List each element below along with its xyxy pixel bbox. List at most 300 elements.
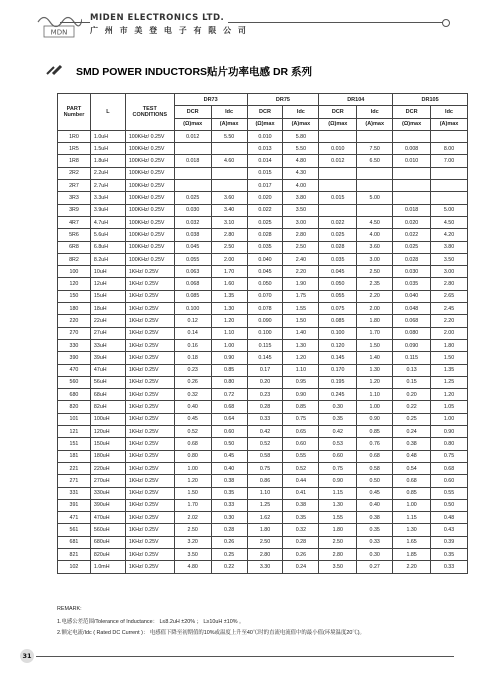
cell-dr75-dcr: 0.045 [247, 266, 283, 278]
cell-dr105-dcr: 0.018 [393, 204, 431, 216]
cell-inductance: 12uH [90, 278, 125, 290]
cell-part-number: 4R7 [58, 216, 91, 228]
cell-test-condition: 100KHz/ 0.25V [125, 253, 174, 265]
cell-dr75-idc: 3.50 [283, 204, 319, 216]
cell-test-condition: 100KHz/ 0.25V [125, 241, 174, 253]
cell-dr73-idc: 0.85 [211, 364, 247, 376]
cell-dr75-dcr: 0.75 [247, 462, 283, 474]
cell-test-condition: 1KHz/ 0.25V [125, 450, 174, 462]
cell-dr73-dcr: 1.50 [174, 487, 211, 499]
cell-dr73-idc: 0.90 [211, 352, 247, 364]
cell-dr105-idc: 5.00 [431, 204, 468, 216]
header-dot [442, 19, 450, 27]
cell-part-number: 821 [58, 548, 91, 560]
cell-dr105-dcr: 0.080 [393, 327, 431, 339]
page-number: 31 [20, 649, 34, 663]
cell-dr75-idc: 1.90 [283, 278, 319, 290]
cell-dr75-idc: 2.20 [283, 266, 319, 278]
cell-dr73-idc [211, 143, 247, 155]
cell-dr73-dcr: 0.16 [174, 339, 211, 351]
cell-dr105-idc: 0.60 [431, 475, 468, 487]
col-dcr: DCR [247, 106, 283, 118]
cell-inductance: 27uH [90, 327, 125, 339]
cell-dr104-dcr: 0.75 [319, 462, 357, 474]
cell-dr104-idc: 1.70 [357, 327, 393, 339]
cell-part-number: 3R3 [58, 192, 91, 204]
col-idc: Idc [211, 106, 247, 118]
cell-part-number: 101 [58, 413, 91, 425]
cell-inductance: 470uH [90, 512, 125, 524]
cell-dr104-idc: 1.10 [357, 389, 393, 401]
cell-dr105-dcr: 0.115 [393, 352, 431, 364]
unit-dcr: (Ω)max [393, 118, 431, 130]
cell-dr104-dcr: 0.012 [319, 155, 357, 167]
cell-dr75-idc: 2.50 [283, 241, 319, 253]
cell-dr105-idc: 0.75 [431, 450, 468, 462]
cell-dr104-idc: 0.76 [357, 438, 393, 450]
cell-dr75-dcr: 0.050 [247, 278, 283, 290]
table-row [58, 241, 468, 253]
table-row [58, 130, 468, 142]
remark-heading: REMARK: [57, 606, 82, 612]
cell-dr104-idc: 0.38 [357, 512, 393, 524]
cell-dr75-dcr: 0.040 [247, 253, 283, 265]
cell-dr75-idc: 0.35 [283, 512, 319, 524]
cell-dr73-dcr: 0.40 [174, 401, 211, 413]
cell-dr73-idc: 4.60 [211, 155, 247, 167]
cell-dr105-dcr: 0.010 [393, 155, 431, 167]
cell-dr105-dcr: 0.22 [393, 401, 431, 413]
cell-dr104-idc: 1.50 [357, 339, 393, 351]
cell-dr105-idc: 0.43 [431, 524, 468, 536]
cell-test-condition: 1KHz/ 0.25V [125, 315, 174, 327]
cell-part-number: 331 [58, 487, 91, 499]
cell-dr73-idc: 0.26 [211, 536, 247, 548]
cell-test-condition: 1KHz/ 0.25V [125, 339, 174, 351]
cell-inductance: 330uH [90, 487, 125, 499]
cell-dr75-dcr: 0.145 [247, 352, 283, 364]
cell-test-condition: 1KHz/ 0.25V [125, 548, 174, 560]
pen-stroke-icon [45, 64, 65, 76]
cell-part-number: 1R5 [58, 143, 91, 155]
cell-test-condition: 1KHz/ 0.25V [125, 278, 174, 290]
cell-part-number: 180 [58, 303, 91, 315]
cell-test-condition: 100KHz/ 0.25V [125, 180, 174, 192]
cell-dr75-dcr: 0.017 [247, 180, 283, 192]
cell-dr105-idc: 4.20 [431, 229, 468, 241]
cell-dr104-dcr: 2.80 [319, 548, 357, 560]
cell-dr73-dcr: 2.02 [174, 512, 211, 524]
cell-dr104-idc: 0.90 [357, 413, 393, 425]
cell-dr105-dcr: 0.068 [393, 315, 431, 327]
cell-inductance: 15uH [90, 290, 125, 302]
cell-dr73-dcr: 0.085 [174, 290, 211, 302]
cell-dr75-dcr: 0.20 [247, 376, 283, 388]
cell-dr104-dcr [319, 204, 357, 216]
cell-dr73-dcr: 0.52 [174, 426, 211, 438]
cell-dr105-idc: 0.80 [431, 438, 468, 450]
cell-dr75-dcr: 2.50 [247, 536, 283, 548]
cell-dr75-dcr: 3.30 [247, 561, 283, 573]
cell-dr73-dcr: 0.18 [174, 352, 211, 364]
cell-test-condition: 1KHz/ 0.25V [125, 561, 174, 573]
cell-dr73-idc: 0.40 [211, 462, 247, 474]
group-dr105: DR105 [393, 94, 468, 106]
cell-dr73-dcr: 0.68 [174, 438, 211, 450]
cell-dr75-idc: 4.80 [283, 155, 319, 167]
cell-part-number: 150 [58, 290, 91, 302]
cell-dr104-dcr: 0.120 [319, 339, 357, 351]
cell-dr104-idc: 0.35 [357, 524, 393, 536]
cell-dr105-idc: 1.00 [431, 413, 468, 425]
cell-dr104-idc: 5.00 [357, 192, 393, 204]
cell-dr104-dcr: 0.050 [319, 278, 357, 290]
cell-test-condition: 1KHz/ 0.25V [125, 364, 174, 376]
cell-dr73-dcr: 2.50 [174, 524, 211, 536]
cell-dr104-dcr: 0.035 [319, 253, 357, 265]
table-row [58, 180, 468, 192]
cell-inductance: 1.0uH [90, 130, 125, 142]
cell-dr104-idc: 0.45 [357, 487, 393, 499]
cell-dr104-idc [357, 130, 393, 142]
cell-dr73-idc: 0.80 [211, 376, 247, 388]
cell-test-condition: 1KHz/ 0.25V [125, 266, 174, 278]
cell-dr75-idc: 5.80 [283, 130, 319, 142]
cell-dr105-dcr: 0.68 [393, 475, 431, 487]
cell-dr73-dcr [174, 180, 211, 192]
cell-dr104-idc: 0.50 [357, 475, 393, 487]
cell-inductance: 270uH [90, 475, 125, 487]
cell-dr75-idc: 0.85 [283, 401, 319, 413]
cell-dr75-dcr: 0.013 [247, 143, 283, 155]
cell-dr75-idc: 3.80 [283, 192, 319, 204]
cell-dr104-idc: 0.85 [357, 426, 393, 438]
cell-dr73-dcr [174, 167, 211, 179]
cell-dr105-idc: 2.20 [431, 315, 468, 327]
col-test-conditions: TEST CONDITIONS [125, 94, 174, 131]
col-inductance: L [90, 94, 125, 131]
cell-dr73-idc: 5.50 [211, 130, 247, 142]
cell-dr75-dcr: 0.52 [247, 438, 283, 450]
cell-dr73-idc: 1.70 [211, 266, 247, 278]
cell-dr105-idc: 1.35 [431, 364, 468, 376]
table-row [58, 487, 468, 499]
cell-dr105-dcr: 0.090 [393, 339, 431, 351]
cell-dr104-dcr: 0.42 [319, 426, 357, 438]
table-row [58, 512, 468, 524]
cell-dr104-dcr: 0.015 [319, 192, 357, 204]
cell-dr104-dcr: 1.80 [319, 524, 357, 536]
cell-dr105-dcr: 0.15 [393, 376, 431, 388]
cell-inductance: 3.9uH [90, 204, 125, 216]
cell-dr104-idc [357, 167, 393, 179]
cell-part-number: 470 [58, 364, 91, 376]
cell-dr104-idc: 0.27 [357, 561, 393, 573]
cell-test-condition: 1KHz/ 0.25V [125, 303, 174, 315]
cell-part-number: 2R7 [58, 180, 91, 192]
table-row [58, 536, 468, 548]
cell-test-condition: 100KHz/ 0.25V [125, 204, 174, 216]
cell-dr105-idc: 1.50 [431, 352, 468, 364]
cell-part-number: 330 [58, 339, 91, 351]
cell-dr73-dcr: 0.063 [174, 266, 211, 278]
cell-dr73-idc: 3.40 [211, 204, 247, 216]
cell-dr105-dcr: 0.48 [393, 450, 431, 462]
cell-dr75-idc: 5.50 [283, 143, 319, 155]
unit-idc: (A)max [211, 118, 247, 130]
cell-dr105-idc: 0.48 [431, 512, 468, 524]
cell-dr75-idc: 0.41 [283, 487, 319, 499]
cell-dr75-dcr: 0.100 [247, 327, 283, 339]
cell-dr73-idc: 1.35 [211, 290, 247, 302]
cell-dr75-idc: 1.50 [283, 315, 319, 327]
cell-dr73-idc: 2.80 [211, 229, 247, 241]
cell-dr73-idc: 0.30 [211, 512, 247, 524]
cell-dr73-dcr: 0.038 [174, 229, 211, 241]
cell-dr104-dcr: 0.010 [319, 143, 357, 155]
cell-dr73-idc [211, 167, 247, 179]
cell-dr104-idc: 2.35 [357, 278, 393, 290]
cell-dr75-idc: 0.95 [283, 376, 319, 388]
cell-dr73-dcr: 0.80 [174, 450, 211, 462]
cell-dr104-idc: 0.58 [357, 462, 393, 474]
cell-dr104-idc: 1.30 [357, 364, 393, 376]
cell-inductance: 6.8uH [90, 241, 125, 253]
table-row [58, 315, 468, 327]
cell-inductance: 680uH [90, 536, 125, 548]
cell-test-condition: 1KHz/ 0.25V [125, 327, 174, 339]
cell-dr75-dcr: 0.33 [247, 413, 283, 425]
cell-dr75-idc: 0.75 [283, 413, 319, 425]
cell-inductance: 2.2uH [90, 167, 125, 179]
cell-dr104-dcr: 0.30 [319, 401, 357, 413]
cell-dr104-idc: 0.33 [357, 536, 393, 548]
cell-dr73-idc: 0.22 [211, 561, 247, 573]
cell-dr73-idc: 2.50 [211, 241, 247, 253]
cell-dr73-idc: 0.60 [211, 426, 247, 438]
cell-dr104-idc: 3.00 [357, 253, 393, 265]
cell-dr104-dcr [319, 130, 357, 142]
cell-part-number: 561 [58, 524, 91, 536]
cell-part-number: 151 [58, 438, 91, 450]
table-row [58, 401, 468, 413]
cell-dr73-dcr: 0.018 [174, 155, 211, 167]
table-row [58, 499, 468, 511]
remark-line-2: 2.额定电流/Idc ( Rated DC Current )： 电感值下降至初期值的10%或温度上升至40℃时的直流电流值中的最小值(环境温度20℃)。 [57, 630, 365, 636]
cell-dr73-dcr: 1.00 [174, 462, 211, 474]
cell-inductance: 82uH [90, 401, 125, 413]
table-row [58, 290, 468, 302]
cell-dr105-dcr: 0.025 [393, 241, 431, 253]
cell-dr73-dcr: 0.055 [174, 253, 211, 265]
cell-part-number: 1R8 [58, 155, 91, 167]
cell-dr73-idc: 0.45 [211, 450, 247, 462]
cell-dr104-dcr: 0.60 [319, 450, 357, 462]
cell-dr73-idc: 2.00 [211, 253, 247, 265]
cell-dr105-idc: 2.80 [431, 278, 468, 290]
col-dcr: DCR [319, 106, 357, 118]
table-row [58, 389, 468, 401]
cell-dr105-dcr: 0.030 [393, 266, 431, 278]
cell-part-number: 6R8 [58, 241, 91, 253]
cell-dr104-dcr [319, 180, 357, 192]
cell-dr73-idc: 1.30 [211, 303, 247, 315]
cell-dr73-dcr: 1.70 [174, 499, 211, 511]
cell-dr73-dcr: 0.030 [174, 204, 211, 216]
cell-dr75-dcr: 0.028 [247, 229, 283, 241]
cell-dr105-idc: 4.50 [431, 216, 468, 228]
cell-dr75-idc: 1.75 [283, 290, 319, 302]
cell-inductance: 56uH [90, 376, 125, 388]
cell-dr104-idc: 4.00 [357, 229, 393, 241]
cell-dr75-idc: 0.38 [283, 499, 319, 511]
cell-test-condition: 1KHz/ 0.25V [125, 401, 174, 413]
cell-inductance: 47uH [90, 364, 125, 376]
cell-dr104-idc: 0.68 [357, 450, 393, 462]
cell-dr73-dcr: 4.80 [174, 561, 211, 573]
cell-dr73-idc: 1.60 [211, 278, 247, 290]
cell-dr73-idc: 3.60 [211, 192, 247, 204]
cell-dr105-idc [431, 130, 468, 142]
cell-test-condition: 1KHz/ 0.25V [125, 487, 174, 499]
cell-test-condition: 1KHz/ 0.25V [125, 536, 174, 548]
cell-dr73-idc: 0.50 [211, 438, 247, 450]
cell-test-condition: 1KHz/ 0.25V [125, 475, 174, 487]
cell-dr75-dcr: 0.022 [247, 204, 283, 216]
table-row [58, 364, 468, 376]
cell-dr105-dcr: 1.85 [393, 548, 431, 560]
cell-dr105-idc [431, 167, 468, 179]
page-title: SMD POWER INDUCTORS贴片功率电感 DR 系列 [76, 66, 313, 78]
cell-dr105-idc: 1.05 [431, 401, 468, 413]
col-idc: Idc [431, 106, 468, 118]
cell-part-number: 5R6 [58, 229, 91, 241]
table-row [58, 303, 468, 315]
cell-dr105-dcr: 1.30 [393, 524, 431, 536]
cell-test-condition: 1KHz/ 0.25V [125, 438, 174, 450]
cell-dr75-dcr: 0.090 [247, 315, 283, 327]
cell-dr105-dcr: 0.048 [393, 303, 431, 315]
cell-dr104-dcr: 1.30 [319, 499, 357, 511]
cell-dr105-dcr: 0.022 [393, 229, 431, 241]
cell-dr105-idc: 1.25 [431, 376, 468, 388]
cell-dr105-idc: 3.00 [431, 266, 468, 278]
cell-dr105-dcr: 0.25 [393, 413, 431, 425]
cell-dr105-dcr: 0.20 [393, 389, 431, 401]
table-row [58, 524, 468, 536]
cell-test-condition: 1KHz/ 0.25V [125, 499, 174, 511]
cell-dr75-idc: 1.40 [283, 327, 319, 339]
cell-inductance: 2.7uH [90, 180, 125, 192]
cell-inductance: 1.8uH [90, 155, 125, 167]
company-logo [36, 13, 82, 39]
cell-dr73-dcr: 0.26 [174, 376, 211, 388]
cell-dr105-dcr: 2.20 [393, 561, 431, 573]
cell-test-condition: 1KHz/ 0.25V [125, 290, 174, 302]
cell-test-condition: 100KHz/ 0.25V [125, 229, 174, 241]
cell-dr105-dcr: 1.00 [393, 499, 431, 511]
cell-dr104-idc: 2.50 [357, 266, 393, 278]
cell-dr105-idc: 1.80 [431, 339, 468, 351]
cell-dr75-idc: 2.80 [283, 229, 319, 241]
cell-inductance: 560uH [90, 524, 125, 536]
table-row [58, 426, 468, 438]
cell-dr75-idc: 0.90 [283, 389, 319, 401]
cell-dr104-idc [357, 204, 393, 216]
cell-dr73-dcr: 0.100 [174, 303, 211, 315]
cell-dr104-dcr: 0.045 [319, 266, 357, 278]
cell-dr73-dcr [174, 143, 211, 155]
cell-dr75-idc: 4.00 [283, 180, 319, 192]
cell-inductance: 220uH [90, 462, 125, 474]
unit-idc: (A)max [357, 118, 393, 130]
table-row [58, 475, 468, 487]
cell-dr104-dcr: 0.028 [319, 241, 357, 253]
cell-dr105-idc: 3.50 [431, 253, 468, 265]
unit-idc: (A)max [431, 118, 468, 130]
cell-dr104-dcr: 0.022 [319, 216, 357, 228]
cell-dr73-dcr: 3.50 [174, 548, 211, 560]
cell-dr73-dcr: 0.025 [174, 192, 211, 204]
cell-test-condition: 100KHz/ 0.25V [125, 192, 174, 204]
cell-dr105-dcr: 1.15 [393, 512, 431, 524]
cell-dr104-idc: 1.80 [357, 315, 393, 327]
table-row [58, 438, 468, 450]
cell-dr105-dcr [393, 180, 431, 192]
cell-dr75-dcr: 0.86 [247, 475, 283, 487]
cell-dr73-dcr: 0.23 [174, 364, 211, 376]
cell-inductance: 150uH [90, 438, 125, 450]
cell-dr104-dcr: 0.245 [319, 389, 357, 401]
cell-inductance: 39uH [90, 352, 125, 364]
cell-inductance: 1.5uH [90, 143, 125, 155]
cell-dr105-dcr: 0.020 [393, 216, 431, 228]
cell-test-condition: 1KHz/ 0.25V [125, 389, 174, 401]
cell-dr75-idc: 3.00 [283, 216, 319, 228]
cell-dr104-dcr: 0.075 [319, 303, 357, 315]
cell-dr73-dcr: 3.20 [174, 536, 211, 548]
cell-dr105-dcr [393, 167, 431, 179]
cell-test-condition: 100KHz/ 0.25V [125, 167, 174, 179]
cell-test-condition: 1KHz/ 0.25V [125, 426, 174, 438]
table-row [58, 143, 468, 155]
cell-part-number: 471 [58, 512, 91, 524]
cell-dr75-dcr: 0.035 [247, 241, 283, 253]
cell-dr105-idc: 0.55 [431, 487, 468, 499]
cell-dr73-dcr: 0.32 [174, 389, 211, 401]
table-body [58, 130, 468, 573]
table-row [58, 413, 468, 425]
cell-part-number: 270 [58, 327, 91, 339]
cell-test-condition: 1KHz/ 0.25V [125, 376, 174, 388]
footer-divider [36, 656, 454, 657]
cell-dr104-dcr: 0.100 [319, 327, 357, 339]
cell-dr75-idc: 0.44 [283, 475, 319, 487]
cell-dr105-idc: 0.90 [431, 426, 468, 438]
company-name-en: MIDEN ELECTRONICS LTD. [90, 13, 228, 23]
table-row [58, 376, 468, 388]
cell-test-condition: 100KHz/ 0.25V [125, 130, 174, 142]
cell-dr104-idc: 2.20 [357, 290, 393, 302]
cell-dr104-idc: 1.40 [357, 352, 393, 364]
cell-inductance: 390uH [90, 499, 125, 511]
cell-dr104-dcr: 2.50 [319, 536, 357, 548]
cell-inductance: 5.6uH [90, 229, 125, 241]
col-dcr: DCR [174, 106, 211, 118]
cell-part-number: 220 [58, 315, 91, 327]
cell-dr73-dcr: 0.068 [174, 278, 211, 290]
cell-dr104-idc: 6.50 [357, 155, 393, 167]
